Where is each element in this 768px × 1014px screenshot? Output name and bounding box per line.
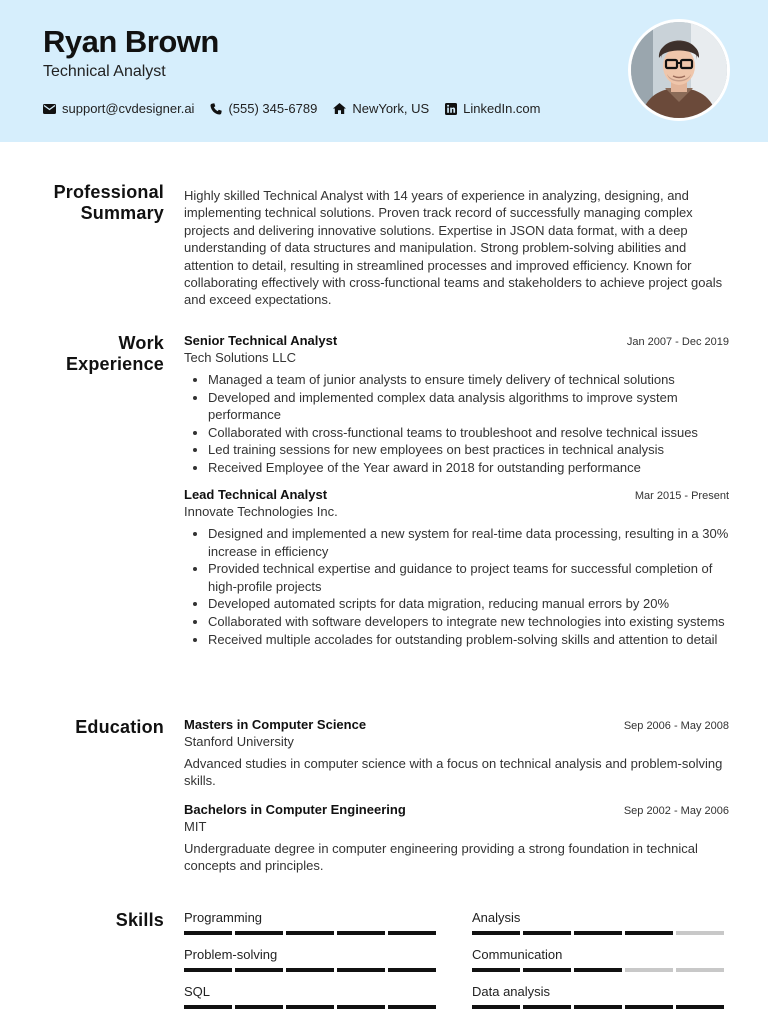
skill-segment-filled — [523, 1005, 571, 1009]
summary-heading-line1: Professional — [53, 182, 164, 202]
job-company: Innovate Technologies Inc. — [184, 504, 338, 519]
experience-heading-line2: Experience — [65, 354, 164, 374]
skill-segment-filled — [235, 968, 283, 972]
skill-segment-filled — [337, 931, 385, 935]
skill-segment-filled — [286, 1005, 334, 1009]
job-entry — [184, 487, 729, 648]
candidate-title: Technical Analyst — [43, 63, 166, 80]
skill-name: Problem-solving — [184, 947, 278, 962]
skill-segment-filled — [676, 1005, 724, 1009]
skill-segment-filled — [184, 968, 232, 972]
skill-segment-filled — [574, 931, 622, 935]
skill-item — [184, 910, 441, 935]
profile-photo — [628, 19, 730, 121]
skill-segment-filled — [184, 931, 232, 935]
job-company: Tech Solutions LLC — [184, 350, 297, 365]
skill-segment-filled — [472, 931, 520, 935]
skill-level-bar — [472, 1005, 729, 1009]
skill-item — [472, 947, 729, 972]
envelope-icon — [43, 104, 56, 114]
skill-name: Communication — [472, 947, 563, 962]
skill-segment-filled — [286, 931, 334, 935]
skill-segment-filled — [388, 1005, 436, 1009]
skill-level-bar — [184, 968, 441, 972]
home-icon — [333, 103, 346, 114]
contact-location — [333, 101, 429, 116]
email-text: support@cvdesigner.ai — [62, 101, 195, 116]
summary-heading — [54, 182, 164, 224]
skill-segment-filled — [625, 931, 673, 935]
skill-segment-filled — [388, 931, 436, 935]
skill-segment-filled — [235, 931, 283, 935]
job-title: Senior Technical Analyst — [184, 333, 338, 348]
location-text: NewYork, US — [352, 101, 430, 116]
job-dates: Mar 2015 - Present — [634, 490, 729, 502]
degree-title: Masters in Computer Science — [184, 717, 367, 732]
skill-segment-filled — [472, 968, 520, 972]
skill-segment-filled — [625, 1005, 673, 1009]
skill-segment-filled — [184, 1005, 232, 1009]
skill-name: Programming — [184, 910, 263, 925]
job-bullets — [184, 371, 729, 477]
summary-heading-line2: Summary — [80, 203, 164, 223]
skill-item — [184, 947, 441, 972]
phone-icon — [210, 103, 222, 115]
education-description: Advanced studies in computer science with a focus on technical analysis and problem-solving skills. — [184, 756, 723, 789]
skill-item — [472, 984, 729, 1009]
skill-segment-empty — [625, 968, 673, 972]
school-name: Stanford University — [184, 734, 294, 749]
education-description: Undergraduate degree in computer engineering providing a strong foundation in technical concepts and principles. — [184, 841, 698, 874]
skill-segment-empty — [676, 968, 724, 972]
list-item: • Collaborated with software developers to integrate new technologies into existing systems — [208, 613, 729, 631]
skill-segment-filled — [235, 1005, 283, 1009]
linkedin-icon — [445, 103, 457, 115]
list-item: • Developed and implemented complex data analysis algorithms to improve system performance — [208, 389, 729, 424]
list-item: • Received multiple accolades for outstanding problem-solving skills and attention to detail — [208, 631, 729, 649]
job-title: Lead Technical Analyst — [184, 487, 328, 502]
education-entry — [184, 717, 729, 790]
contact-linkedin[interactable] — [445, 101, 540, 116]
skill-level-bar — [184, 931, 441, 935]
skill-segment-filled — [574, 968, 622, 972]
skill-segment-filled — [472, 1005, 520, 1009]
list-item: • Received Employee of the Year award in 2018 for outstanding performance — [208, 459, 729, 477]
list-item: • Collaborated with cross-functional teams to troubleshoot and resolve technical issues — [208, 424, 729, 442]
education-heading: Education — [75, 717, 164, 737]
list-item: • Managed a team of junior analysts to ensure timely delivery of technical solutions — [208, 371, 729, 389]
skill-name: Data analysis — [472, 984, 551, 999]
skill-segment-empty — [676, 931, 724, 935]
contact-email[interactable] — [43, 101, 194, 116]
skill-segment-filled — [523, 968, 571, 972]
summary-text: Highly skilled Technical Analyst with 14 years of experience in analyzing, designing, and implementing technical solutions. Proven track record of successfully managing complex projects and delivering innovative solutions. Expertise in JSON data format, with a deep understanding of data structures and manipulation. Strong problem-solving abilities and attention to detail, resulting in streamlined processes and improved efficiency. Known for collaborating effectively with cross-functional teams and stakeholders to achieve project goals and exceed expectations. — [184, 188, 723, 308]
degree-title: Bachelors in Computer Engineering — [184, 802, 406, 817]
school-name: MIT — [184, 819, 207, 834]
header-banner — [0, 0, 768, 142]
skill-item — [184, 984, 441, 1009]
list-item: • Led training sessions for new employees on best practices in technical analysis — [208, 441, 729, 459]
skills-heading: Skills — [115, 910, 164, 930]
list-item: • Provided technical expertise and guidance to project teams for successful completion of high-profile projects — [208, 560, 729, 595]
job-entry — [184, 333, 729, 477]
contact-phone[interactable] — [210, 101, 317, 116]
skill-name: SQL — [184, 984, 211, 999]
education-dates: Sep 2006 - May 2008 — [623, 720, 729, 732]
linkedin-text: LinkedIn.com — [463, 101, 541, 116]
skill-level-bar — [472, 968, 729, 972]
skill-segment-filled — [286, 968, 334, 972]
phone-text: (555) 345-6789 — [228, 101, 318, 116]
contact-bar — [43, 101, 557, 116]
skill-level-bar — [184, 1005, 441, 1009]
skill-segment-filled — [337, 968, 385, 972]
skill-item — [472, 910, 729, 935]
job-bullets — [184, 525, 729, 648]
skill-name: Analysis — [472, 910, 521, 925]
list-item: • Developed automated scripts for data migration, reducing manual errors by 20% — [208, 595, 729, 613]
skill-segment-filled — [388, 968, 436, 972]
skill-segment-filled — [337, 1005, 385, 1009]
education-dates: Sep 2002 - May 2006 — [623, 805, 729, 817]
experience-heading — [66, 333, 164, 375]
skill-segment-filled — [574, 1005, 622, 1009]
job-dates: Jan 2007 - Dec 2019 — [626, 336, 729, 348]
avatar — [631, 22, 727, 118]
list-item: • Designed and implemented a new system for real-time data processing, resulting in a 30% increase in efficiency — [208, 525, 729, 560]
candidate-name: Ryan Brown — [43, 24, 219, 59]
experience-heading-line1: Work — [118, 333, 164, 353]
skill-level-bar — [472, 931, 729, 935]
skill-segment-filled — [523, 931, 571, 935]
education-entry — [184, 802, 729, 875]
